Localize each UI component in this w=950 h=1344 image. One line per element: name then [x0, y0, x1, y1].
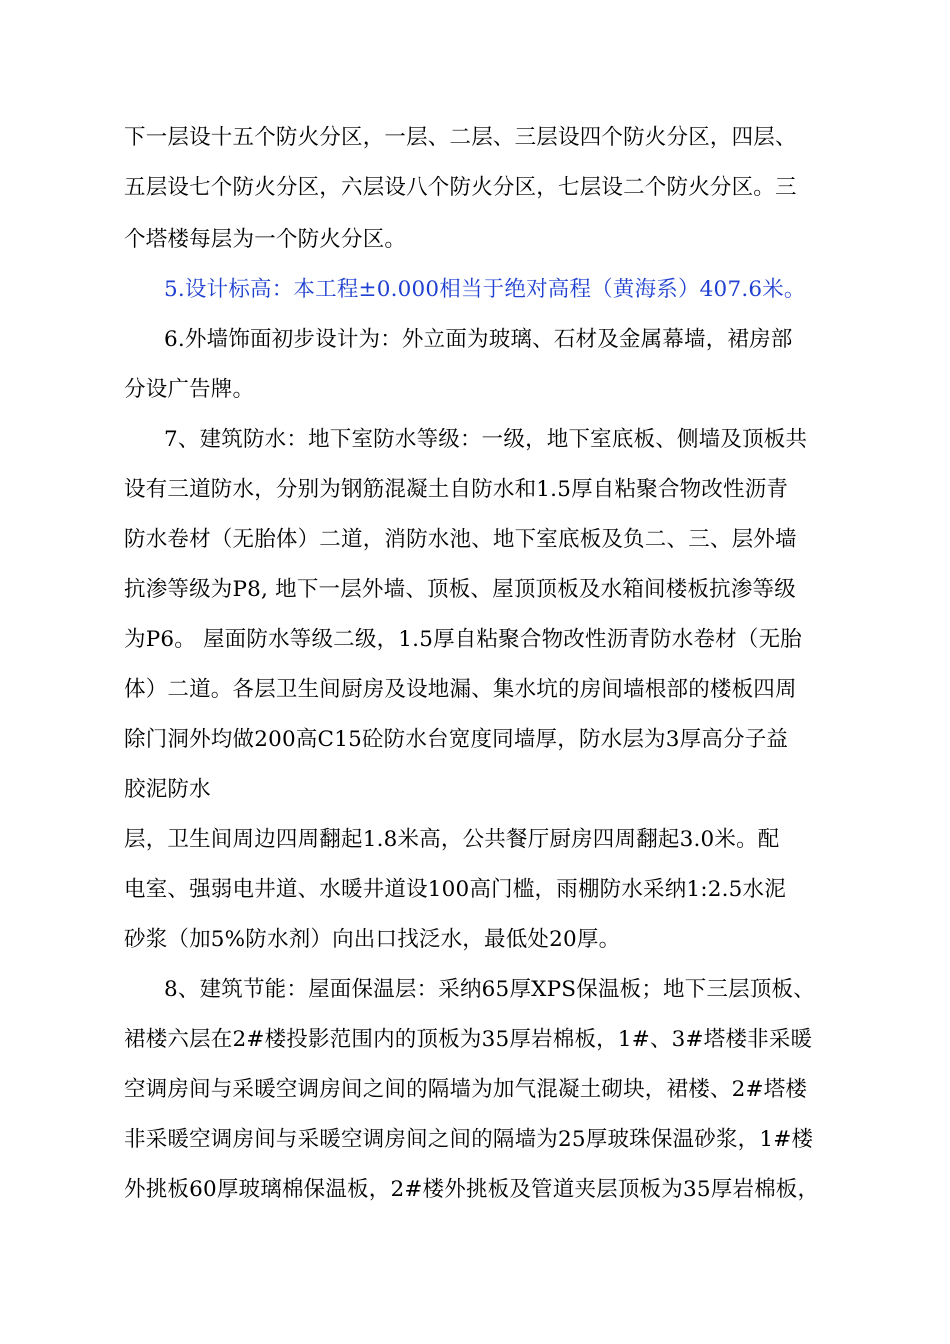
- text-line: 为P6。 屋面防水等级二级，1.5厚自粘聚合物改性沥青防水卷材（无胎: [124, 627, 802, 652]
- text-line: 个塔楼每层为一个防火分区。: [124, 227, 407, 252]
- text-line: 电室、强弱电井道、水暖井道设100高门槛，雨棚防水采纳1:2.5水泥: [124, 877, 786, 902]
- text-line: 防水卷材（无胎体）二道，消防水池、地下室底板及负二、三、层外墙: [124, 527, 797, 552]
- text-line: 裙楼六层在2#楼投影范围内的顶板为35厚岩棉板，1#、3#塔楼非采暖: [124, 1027, 813, 1052]
- text-line: 非采暖空调房间与采暖空调房间之间的隔墙为25厚玻珠保温砂浆，1#楼: [124, 1127, 814, 1152]
- text-line: 分设广告牌。: [124, 377, 255, 402]
- text-line: 设有三道防水，分别为钢筋混凝土自防水和1.5厚自粘聚合物改性沥青: [124, 477, 789, 502]
- text-line: 砂浆（加5%防水剂）向出口找泛水，最低处20厚。: [124, 927, 621, 952]
- text-line: 外挑板60厚玻璃棉保温板，2#楼外挑板及管道夹层顶板为35厚岩棉板，: [124, 1177, 820, 1202]
- text-line: 五层设七个防火分区，六层设八个防火分区，七层设二个防火分区。三: [124, 175, 797, 200]
- text-line: 除门洞外均做200高C15砼防水台宽度同墙厚，防水层为3厚高分子益: [124, 727, 789, 752]
- text-line: 抗渗等级为P8, 地下一层外墙、顶板、屋顶顶板及水箱间楼板抗渗等级: [124, 577, 796, 602]
- text-line: 6.外墙饰面初步设计为：外立面为玻璃、石材及金属幕墙，裙房部: [164, 327, 793, 352]
- text-line: 体）二道。各层卫生间厨房及设地漏、集水坑的房间墙根部的楼板四周: [124, 677, 797, 702]
- text-line: 8、建筑节能：屋面保温层：采纳65厚XPS保温板；地下三层顶板、: [164, 977, 815, 1002]
- text-line: 下一层设十五个防火分区，一层、二层、三层设四个防火分区，四层、: [124, 125, 797, 150]
- text-line: 空调房间与采暖空调房间之间的隔墙为加气混凝土砌块，裙楼、2#塔楼: [124, 1077, 808, 1102]
- text-line: 胶泥防水: [124, 777, 211, 802]
- highlighted-text-line: 5.设计标高：本工程±0.000相当于绝对高程（黄海系）407.6米。: [164, 277, 806, 302]
- text-line: 7、建筑防水：地下室防水等级：一级，地下室底板、侧墙及顶板共: [164, 427, 808, 452]
- text-line: 层，卫生间周边四周翻起1.8米高，公共餐厅厨房四周翻起3.0米。配: [124, 827, 780, 852]
